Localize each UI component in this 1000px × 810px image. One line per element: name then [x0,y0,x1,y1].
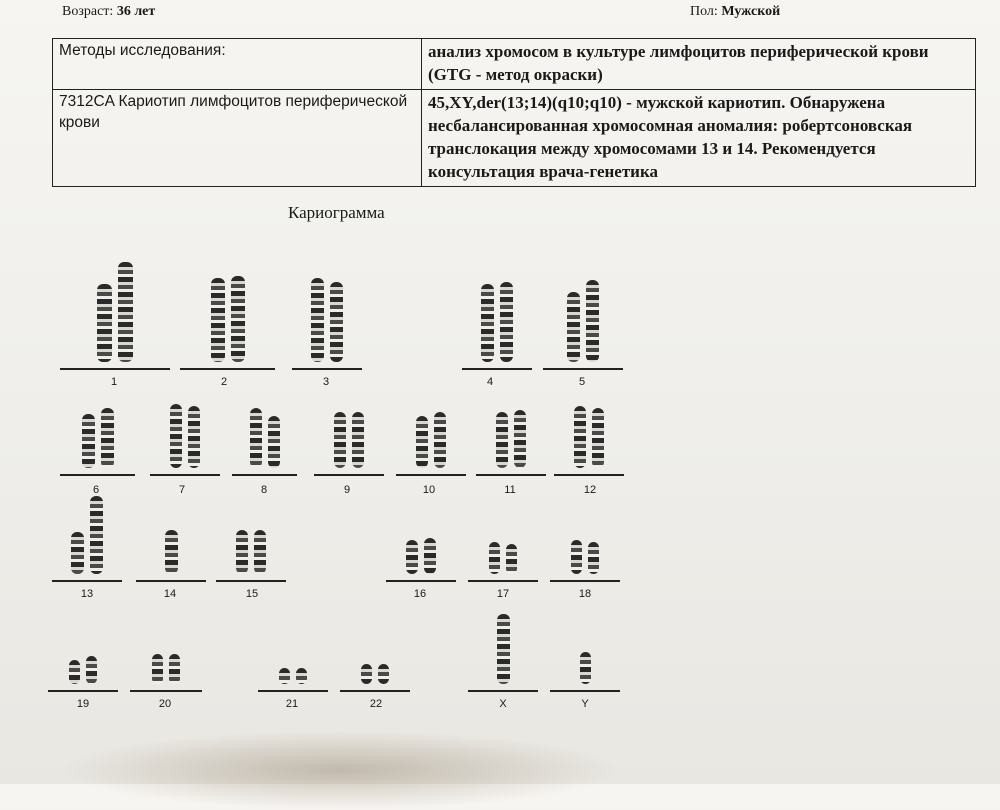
chromosome [378,664,389,684]
karyogram-baseline [476,474,546,476]
chromosome-label: 18 [578,588,592,600]
chromosome [334,412,346,468]
karyogram-baseline [314,474,384,476]
karyogram-baseline [232,474,297,476]
chromosome-label: 16 [413,588,427,600]
karyogram-title: Кариограмма [288,203,385,222]
chromosome [188,406,200,468]
chromosome-label: 5 [578,376,586,388]
chromosome-label: 13 [80,588,94,600]
karyogram-baseline [462,368,532,370]
karyogram-baseline [130,690,202,692]
chromosome [352,412,364,468]
karyogram-baseline [60,368,170,370]
chromosome [231,276,245,362]
chromosome [506,544,517,574]
sex-label: Пол: [690,4,718,19]
chromosome [514,410,526,468]
chromosome [361,664,372,684]
chromosome [236,530,248,574]
karyogram-baseline [386,580,456,582]
chromosome [588,542,599,574]
chromosome-label: 20 [158,698,172,710]
chromosome [586,280,599,362]
chromosome [90,496,103,574]
chromosome [580,652,591,684]
chromosome [296,668,307,684]
karyotype-result: 45,XY,der(13;14)(q10;q10) - мужской кариотип. Обнаружена несбалансированная хромосомная аномалия: робертсоновская транслокация между хромосомами 13 и 14. Рекомендуется консультация врача-генетика [422,89,976,186]
chromosome [165,530,178,574]
chromosome [406,540,418,574]
age-value: 36 лет [116,4,156,19]
karyogram-baseline [543,368,623,370]
karyogram-baseline [468,690,538,692]
chromosome-label: 11 [504,484,516,496]
chromosome [424,538,436,574]
chromosome [481,284,494,362]
karyogram-baseline [48,690,118,692]
karyogram-baseline [292,368,362,370]
age-label: Возраст: [62,4,114,19]
karyogram-baseline [60,474,135,476]
karyogram-baseline [554,474,624,476]
karyogram-baseline [150,474,220,476]
chromosome-label: 1 [110,376,118,388]
chromosome [416,416,428,468]
chromosome [69,660,80,684]
chromosome-label: Y [581,698,589,710]
chromosome [86,656,97,684]
chromosome-label: 3 [322,376,330,388]
chromosome [82,414,95,468]
chromosome-label: 14 [163,588,177,600]
chromosome [330,282,343,362]
karyogram-baseline [216,580,286,582]
chromosome-label: X [499,698,507,710]
chromosome [170,404,182,468]
chromosome [500,282,513,362]
chromosome-label: 21 [285,698,299,710]
chromosome [434,412,446,468]
chromosome-label: 19 [76,698,90,710]
chromosome [567,292,580,362]
chromosome-label: 10 [422,484,436,496]
chromosome [254,530,266,574]
chromosome-label: 12 [583,484,597,496]
chromosome [97,284,112,362]
chromosome-label: 6 [92,484,100,496]
karyogram-baseline [180,368,275,370]
chromosome [152,654,163,684]
chromosome-label: 2 [220,376,228,388]
chromosome [592,408,604,468]
chromosome [279,668,290,684]
chromosome [211,278,225,362]
chromosome-label: 9 [343,484,351,496]
test-name: 7312CA Кариотип лимфоцитов периферической крови [53,89,422,186]
chromosome [497,614,510,684]
chromosome [268,416,280,468]
chromosome [496,412,508,468]
chromosome-label: 4 [486,376,494,388]
methods-label: Методы исследования: [53,39,422,90]
methods-value: анализ хромосом в культуре лимфоцитов периферической крови (GTG - метод окраски) [422,39,976,90]
karyogram-baseline [550,580,620,582]
chromosome [311,278,324,362]
chromosome-label: 22 [369,698,383,710]
karyogram-baseline [258,690,328,692]
chromosome [101,408,114,468]
chromosome [574,406,586,468]
chromosome [71,532,84,574]
karyogram-baseline [468,580,538,582]
chromosome [489,542,500,574]
karyogram-baseline [550,690,620,692]
karyogram-baseline [340,690,410,692]
chromosome-label: 17 [496,588,510,600]
chromosome [118,262,133,362]
chromosome [250,408,262,468]
karyogram-baseline [396,474,466,476]
chromosome [169,654,180,684]
karyogram-baseline [136,580,206,582]
karyogram-baseline [52,580,122,582]
chromosome-label: 8 [260,484,268,496]
chromosome-label: 7 [178,484,186,496]
sex-value: Мужской [721,4,781,19]
chromosome [571,540,582,574]
chromosome-label: 15 [245,588,259,600]
